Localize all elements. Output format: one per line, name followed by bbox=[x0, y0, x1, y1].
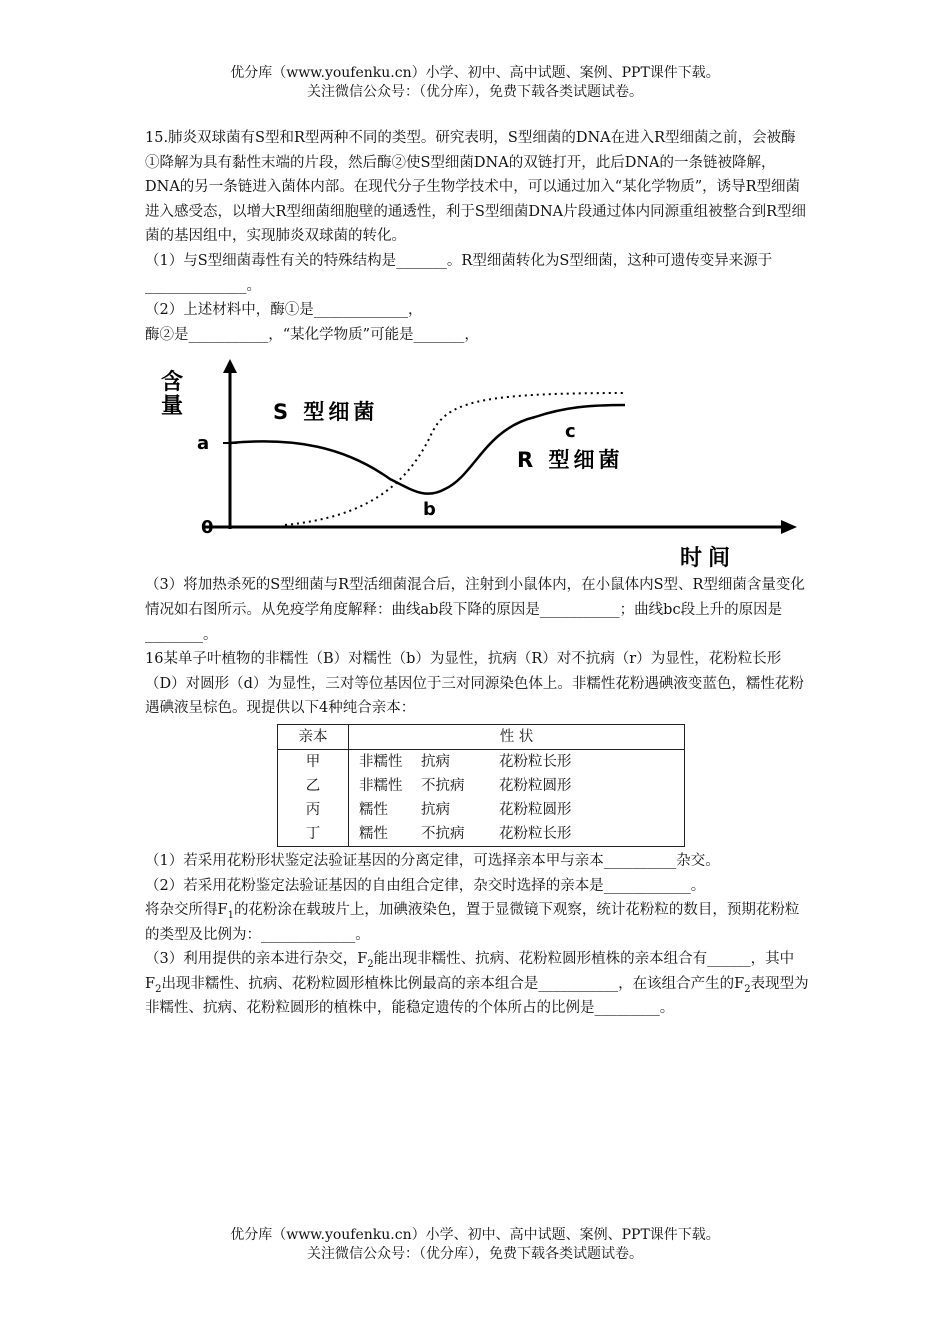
trait-starch: 糯性 bbox=[359, 801, 388, 818]
table-header-traits: 性 状 bbox=[349, 724, 685, 749]
traits-cell bbox=[349, 798, 685, 822]
q16-part2b bbox=[145, 898, 810, 947]
trait-pollen: 花粉粒长形 bbox=[499, 753, 572, 770]
parent-table bbox=[277, 724, 685, 847]
q16-part3-b: 能出现非糯性、抗病、花粉粒圆形植株的亲本组合有______，其中F bbox=[145, 951, 795, 992]
trait-disease: 不抗病 bbox=[421, 825, 465, 842]
parent-cell: 甲 bbox=[278, 749, 349, 774]
header-line-2: 关注微信公众号：（优分库），免费下载各类试题试卷。 bbox=[307, 84, 643, 100]
table-row bbox=[278, 822, 685, 847]
subscript-2a: 2 bbox=[367, 959, 374, 971]
traits-cell bbox=[349, 749, 685, 774]
page-footer bbox=[0, 1226, 950, 1264]
table-row bbox=[278, 798, 685, 822]
point-label-b: b bbox=[423, 499, 436, 521]
origin-label: 0 bbox=[201, 517, 214, 539]
series-r-label: R 型细菌 bbox=[517, 448, 624, 473]
parent-table-wrapper bbox=[277, 724, 810, 847]
traits-cell bbox=[349, 822, 685, 847]
q16-part3 bbox=[145, 947, 810, 1021]
header-line-1: 优分库（www.youfenku.cn）小学、初中、高中试题、案例、PPT课件下载。 bbox=[230, 65, 720, 81]
subscript-2c: 2 bbox=[744, 983, 751, 995]
page-header bbox=[0, 64, 950, 102]
q15-intro: 15.肺炎双球菌有S型和R型两种不同的类型。研究表明，S型细菌的DNA在进入R型细菌之前，会被酶①降解为具有黏性末端的片段，然后酶②使S型细菌DNA的双链打开，此后DNA的一条链被降解，DNA的另一条链进入菌体内部。在现代分子生物学技术中，可以通过加入“某化学物质”，诱导R型细菌进入感受态，以增大R型细菌细胞壁的通透性，利于S型细菌DNA片段通过体内同源重组被整合到R型细菌的基因组中，实现肺炎双球菌的转化。 bbox=[145, 130, 807, 245]
q16-part2b-pre: 将杂交所得F bbox=[145, 902, 228, 919]
q16-part3-d: 表现型为非糯性、抗病、花粉粒圆形的植株中，能稳定遗传的个体所占的比例是_________。 bbox=[145, 975, 809, 1017]
subscript-2b: 2 bbox=[155, 983, 162, 995]
x-axis-arrow bbox=[781, 520, 797, 534]
y-axis-label-1: 含 bbox=[161, 370, 184, 396]
q15-part2b: 酶②是___________，“某化学物质”可能是_______， bbox=[145, 326, 479, 343]
table-row bbox=[278, 774, 685, 798]
trait-starch: 糯性 bbox=[359, 825, 388, 842]
x-axis-label: 时间 bbox=[680, 546, 737, 572]
bacteria-curve-figure bbox=[145, 357, 810, 573]
trait-pollen: 花粉粒圆形 bbox=[499, 801, 572, 818]
parent-cell: 丁 bbox=[278, 822, 349, 847]
q16-part1: （1）若采用花粉形状鉴定法验证基因的分离定律，可选择亲本甲与亲本__________杂交。 bbox=[145, 852, 720, 869]
q15-part1: （1）与S型细菌毒性有关的特殊结构是_______。R型细菌转化为S型细菌，这种可遗传变异来源于______________。 bbox=[145, 252, 773, 294]
trait-pollen: 花粉粒圆形 bbox=[499, 777, 572, 794]
bacteria-curve-chart bbox=[145, 357, 810, 573]
trait-disease: 不抗病 bbox=[421, 777, 465, 794]
footer-line-2: 关注微信公众号：（优分库），免费下载各类试题试卷。 bbox=[307, 1246, 643, 1262]
traits-cell bbox=[349, 774, 685, 798]
parent-cell: 丙 bbox=[278, 798, 349, 822]
q16-part3-a: （3）利用提供的亲本进行杂交，F bbox=[145, 951, 368, 968]
y-axis-label-2: 量 bbox=[161, 394, 184, 420]
parent-cell: 乙 bbox=[278, 774, 349, 798]
trait-disease: 抗病 bbox=[421, 801, 450, 818]
q15-part2a: （2）上述材料中，酶①是_____________， bbox=[145, 302, 423, 319]
q16-intro: 16某单子叶植物的非糯性（B）对糯性（b）为显性，抗病（R）对不抗病（r）为显性，花粉粒长形（D）对圆形（d）为显性，三对等位基因位于三对同源染色体上。非糯性花粉遇碘液变蓝色，糯性花粉遇碘液呈棕色。现提供以下4种纯合亲本： bbox=[145, 651, 804, 717]
table-header-parent: 亲本 bbox=[278, 724, 349, 749]
footer-line-1: 优分库（www.youfenku.cn）小学、初中、高中试题、案例、PPT课件下载。 bbox=[230, 1227, 720, 1243]
trait-starch: 非糯性 bbox=[359, 753, 403, 770]
trait-disease: 抗病 bbox=[421, 753, 450, 770]
q16-part2: （2）若采用花粉鉴定法验证基因的自由组合定律，杂交时选择的亲本是____________。 bbox=[145, 877, 706, 894]
series-s-label: S 型细菌 bbox=[273, 400, 379, 425]
trait-starch: 非糯性 bbox=[359, 777, 403, 794]
table-row bbox=[278, 749, 685, 774]
table-header-row bbox=[278, 724, 685, 749]
point-label-a: a bbox=[197, 433, 210, 455]
point-label-c: c bbox=[565, 421, 576, 443]
trait-pollen: 花粉粒长形 bbox=[499, 825, 572, 842]
document-body bbox=[145, 126, 810, 1021]
q16-part2b-post: 的花粉涂在载玻片上，加碘液染色，置于显微镜下观察，统计花粉粒的数目，预期花粉粒的类型及比例为：_____________。 bbox=[145, 902, 800, 943]
subscript-1: 1 bbox=[227, 909, 234, 921]
q16-part3-c: 出现非糯性、抗病、花粉粒圆形植株比例最高的亲本组合是___________，在该组合产生的F bbox=[161, 975, 745, 992]
q15-part3: （3）将加热杀死的S型细菌与R型活细菌混合后，注射到小鼠体内，在小鼠体内S型、R型细菌含量变化情况如右图所示。从免疫学角度解释：曲线ab段下降的原因是___________；曲线bc段上升的原因是________。 bbox=[145, 577, 805, 643]
y-axis-arrow bbox=[223, 359, 237, 373]
